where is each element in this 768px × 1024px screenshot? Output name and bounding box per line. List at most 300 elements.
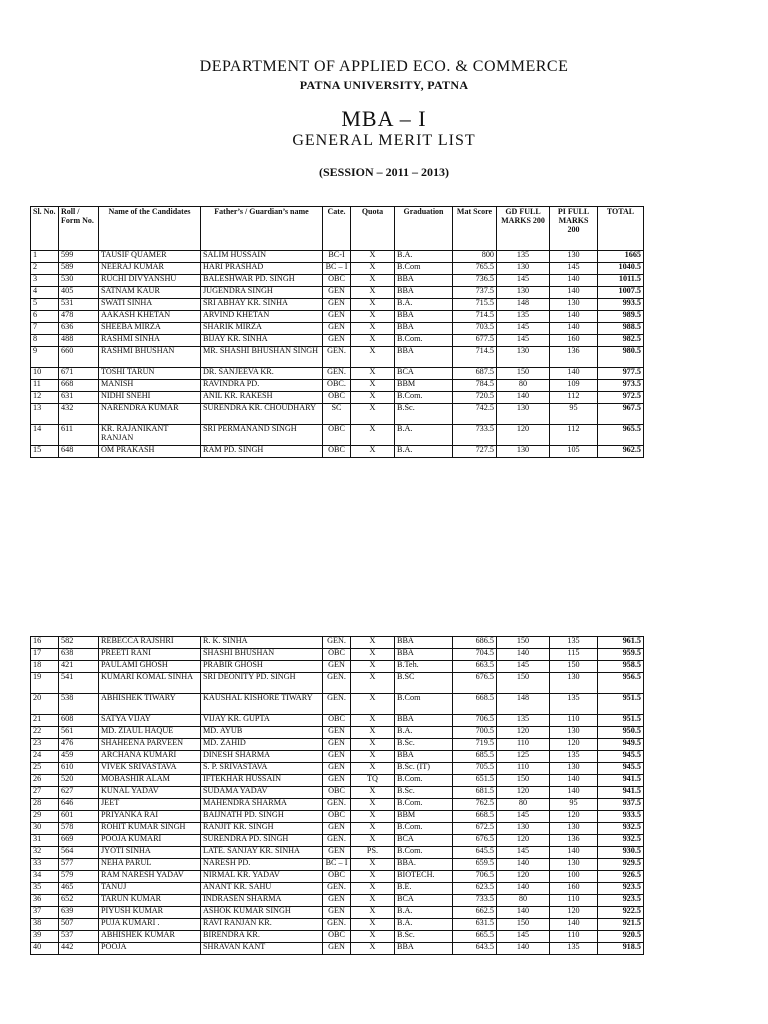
cell-pi-marks: 140 — [550, 787, 598, 799]
cell-mat-score: 668.5 — [453, 811, 497, 823]
cell-quota: X — [351, 727, 395, 739]
table-row — [31, 251, 644, 263]
cell-gd-marks: 140 — [497, 907, 550, 919]
cell-graduation: B.Com. — [395, 847, 453, 859]
cell-pi-marks: 140 — [550, 311, 598, 323]
cell-graduation: B.A. — [395, 446, 453, 458]
cell-mat-score: 659.5 — [453, 859, 497, 871]
cell-father-name: S. P. SRIVASTAVA — [201, 763, 323, 775]
cell-category: GEN — [323, 751, 351, 763]
cell-quota: X — [351, 871, 395, 883]
cell-gd-marks: 130 — [497, 446, 550, 458]
col-roll-no: Roll / Form No. — [59, 207, 99, 251]
cell-category: OBC — [323, 787, 351, 799]
cell-quota: X — [351, 835, 395, 847]
cell-candidate-name: TOSHI TARUN — [99, 368, 201, 380]
cell-graduation: B.A. — [395, 727, 453, 739]
cell-quota: X — [351, 649, 395, 661]
cell-quota: X — [351, 380, 395, 392]
cell-category: GEN. — [323, 347, 351, 368]
cell-father-name: SHASHI BHUSHAN — [201, 649, 323, 661]
cell-father-name: SHRAVAN KANT — [201, 943, 323, 955]
col-gd-marks: GD FULL MARKS 200 — [497, 207, 550, 251]
cell-mat-score: 762.5 — [453, 799, 497, 811]
cell-pi-marks: 115 — [550, 649, 598, 661]
cell-graduation: B.Com. — [395, 775, 453, 787]
cell-gd-marks: 135 — [497, 715, 550, 727]
cell-sl-no: 16 — [31, 637, 59, 649]
cell-category: OBC — [323, 275, 351, 287]
cell-father-name: RAVINDRA PD. — [201, 380, 323, 392]
table-row — [31, 811, 644, 823]
cell-quota: X — [351, 404, 395, 425]
cell-roll-no: 537 — [59, 931, 99, 943]
table-header-row — [31, 207, 644, 251]
cell-mat-score: 714.5 — [453, 311, 497, 323]
cell-father-name: BALESHWAR PD. SINGH — [201, 275, 323, 287]
cell-sl-no: 30 — [31, 823, 59, 835]
cell-total: 1665 — [598, 251, 644, 263]
table-row — [31, 392, 644, 404]
cell-candidate-name: PAULAMI GHOSH — [99, 661, 201, 673]
cell-gd-marks: 150 — [497, 775, 550, 787]
cell-pi-marks: 109 — [550, 380, 598, 392]
cell-gd-marks: 130 — [497, 823, 550, 835]
cell-category: GEN. — [323, 835, 351, 847]
cell-roll-no: 599 — [59, 251, 99, 263]
cell-quota: X — [351, 251, 395, 263]
cell-pi-marks: 120 — [550, 811, 598, 823]
cell-sl-no: 17 — [31, 649, 59, 661]
cell-category: GEN — [323, 943, 351, 955]
cell-pi-marks: 135 — [550, 637, 598, 649]
col-mat-score: Mat Score — [453, 207, 497, 251]
cell-category: GEN — [323, 311, 351, 323]
cell-sl-no: 32 — [31, 847, 59, 859]
cell-graduation: B.A. — [395, 907, 453, 919]
cell-sl-no: 14 — [31, 425, 59, 446]
cell-graduation: BBM — [395, 380, 453, 392]
cell-graduation: B.Com. — [395, 823, 453, 835]
cell-roll-no: 564 — [59, 847, 99, 859]
cell-roll-no: 421 — [59, 661, 99, 673]
cell-father-name: ANANT KR. SAHU — [201, 883, 323, 895]
cell-roll-no: 631 — [59, 392, 99, 404]
cell-father-name: LATE. SANJAY KR. SINHA — [201, 847, 323, 859]
cell-quota: X — [351, 919, 395, 931]
cell-quota: X — [351, 368, 395, 380]
table-row — [31, 823, 644, 835]
table-row — [31, 715, 644, 727]
cell-total: 941.5 — [598, 787, 644, 799]
cell-candidate-name: SATNAM KAUR — [99, 287, 201, 299]
cell-total: 977.5 — [598, 368, 644, 380]
cell-graduation: B.A. — [395, 299, 453, 311]
cell-candidate-name: VIVEK SRIVASTAVA — [99, 763, 201, 775]
cell-father-name: VIJAY KR. GUPTA — [201, 715, 323, 727]
cell-pi-marks: 140 — [550, 287, 598, 299]
cell-category: GEN — [323, 727, 351, 739]
cell-mat-score: 715.5 — [453, 299, 497, 311]
cell-mat-score: 719.5 — [453, 739, 497, 751]
table-row — [31, 799, 644, 811]
cell-quota: X — [351, 751, 395, 763]
col-total: TOTAL — [598, 207, 644, 251]
cell-pi-marks: 140 — [550, 775, 598, 787]
cell-mat-score: 700.5 — [453, 727, 497, 739]
cell-father-name: RAM PD. SINGH — [201, 446, 323, 458]
cell-category: GEN. — [323, 694, 351, 715]
cell-gd-marks: 80 — [497, 799, 550, 811]
cell-gd-marks: 140 — [497, 649, 550, 661]
cell-mat-score: 703.5 — [453, 323, 497, 335]
cell-category: GEN — [323, 823, 351, 835]
cell-sl-no: 9 — [31, 347, 59, 368]
merit-table-part-1 — [30, 206, 644, 458]
cell-total: 951.5 — [598, 694, 644, 715]
cell-gd-marks: 120 — [497, 425, 550, 446]
cell-candidate-name: NIDHI SNEHI — [99, 392, 201, 404]
cell-candidate-name: POOJA KUMARI — [99, 835, 201, 847]
cell-total: 945.5 — [598, 763, 644, 775]
cell-total: 937.5 — [598, 799, 644, 811]
cell-graduation: B.Com — [395, 263, 453, 275]
cell-total: 1007.5 — [598, 287, 644, 299]
cell-graduation: BBA — [395, 943, 453, 955]
cell-graduation: B.Sc. — [395, 787, 453, 799]
cell-gd-marks: 150 — [497, 673, 550, 694]
table-row — [31, 727, 644, 739]
table-row — [31, 895, 644, 907]
table-row — [31, 347, 644, 368]
cell-father-name: RANJIT KR. SINGH — [201, 823, 323, 835]
cell-category: OBC — [323, 871, 351, 883]
cell-roll-no: 660 — [59, 347, 99, 368]
cell-graduation: BIOTECH. — [395, 871, 453, 883]
cell-mat-score: 685.5 — [453, 751, 497, 763]
cell-gd-marks: 148 — [497, 694, 550, 715]
cell-sl-no: 29 — [31, 811, 59, 823]
cell-sl-no: 26 — [31, 775, 59, 787]
cell-quota: X — [351, 763, 395, 775]
cell-mat-score: 645.5 — [453, 847, 497, 859]
cell-pi-marks: 130 — [550, 859, 598, 871]
cell-quota: X — [351, 287, 395, 299]
cell-total: 921.5 — [598, 919, 644, 931]
cell-total: 945.5 — [598, 751, 644, 763]
cell-father-name: MD. ZAHID — [201, 739, 323, 751]
cell-father-name: RAVI RANJAN KR. — [201, 919, 323, 931]
cell-father-name: INDRASEN SHARMA — [201, 895, 323, 907]
col-quota: Quota — [351, 207, 395, 251]
cell-quota: TQ — [351, 775, 395, 787]
cell-category: GEN — [323, 299, 351, 311]
cell-total: 988.5 — [598, 323, 644, 335]
cell-graduation: BCA — [395, 895, 453, 907]
cell-total: 961.5 — [598, 637, 644, 649]
cell-father-name: ASHOK KUMAR SINGH — [201, 907, 323, 919]
cell-mat-score: 665.5 — [453, 931, 497, 943]
table-row — [31, 637, 644, 649]
table-row — [31, 368, 644, 380]
cell-gd-marks: 148 — [497, 299, 550, 311]
cell-father-name: ARVIND KHETAN — [201, 311, 323, 323]
cell-father-name: MAHENDRA SHARMA — [201, 799, 323, 811]
cell-father-name: DR. SANJEEVA KR. — [201, 368, 323, 380]
cell-sl-no: 34 — [31, 871, 59, 883]
cell-category: BC – I — [323, 263, 351, 275]
cell-mat-score: 733.5 — [453, 895, 497, 907]
cell-total: 933.5 — [598, 811, 644, 823]
cell-pi-marks: 105 — [550, 446, 598, 458]
cell-total: 958.5 — [598, 661, 644, 673]
cell-category: GEN — [323, 739, 351, 751]
cell-father-name: BIJAY KR. SINHA — [201, 335, 323, 347]
cell-gd-marks: 120 — [497, 835, 550, 847]
cell-quota: X — [351, 347, 395, 368]
table-row — [31, 335, 644, 347]
cell-category: GEN — [323, 763, 351, 775]
cell-candidate-name: OM PRAKASH — [99, 446, 201, 458]
cell-pi-marks: 140 — [550, 919, 598, 931]
cell-mat-score: 800 — [453, 251, 497, 263]
cell-gd-marks: 80 — [497, 380, 550, 392]
cell-candidate-name: ABHISHEK TIWARY — [99, 694, 201, 715]
cell-pi-marks: 130 — [550, 673, 598, 694]
cell-quota: X — [351, 907, 395, 919]
col-sl-no: Sl. No. — [31, 207, 59, 251]
cell-graduation: B.Com — [395, 694, 453, 715]
cell-pi-marks: 135 — [550, 943, 598, 955]
cell-candidate-name: SHEEBA MIRZA — [99, 323, 201, 335]
cell-category: GEN. — [323, 637, 351, 649]
cell-graduation: BBA — [395, 347, 453, 368]
cell-father-name: SRI PERMANAND SINGH — [201, 425, 323, 446]
cell-roll-no: 668 — [59, 380, 99, 392]
table-row — [31, 775, 644, 787]
cell-quota: X — [351, 323, 395, 335]
cell-sl-no: 18 — [31, 661, 59, 673]
merit-table-part-2 — [30, 636, 644, 955]
cell-graduation: BBA — [395, 751, 453, 763]
cell-candidate-name: KUMARI KOMAL SINHA — [99, 673, 201, 694]
cell-graduation: BBA — [395, 637, 453, 649]
cell-quota: X — [351, 739, 395, 751]
table-row — [31, 299, 644, 311]
cell-sl-no: 38 — [31, 919, 59, 931]
cell-gd-marks: 140 — [497, 883, 550, 895]
table-row — [31, 649, 644, 661]
cell-sl-no: 4 — [31, 287, 59, 299]
cell-roll-no: 582 — [59, 637, 99, 649]
cell-category: OBC — [323, 425, 351, 446]
cell-sl-no: 24 — [31, 751, 59, 763]
cell-candidate-name: NEHA PARUL — [99, 859, 201, 871]
cell-gd-marks: 145 — [497, 811, 550, 823]
cell-quota: X — [351, 931, 395, 943]
cell-mat-score: 623.5 — [453, 883, 497, 895]
cell-total: 923.5 — [598, 895, 644, 907]
cell-pi-marks: 145 — [550, 263, 598, 275]
cell-gd-marks: 80 — [497, 895, 550, 907]
cell-mat-score: 676.5 — [453, 835, 497, 847]
cell-gd-marks: 145 — [497, 847, 550, 859]
cell-gd-marks: 145 — [497, 661, 550, 673]
cell-pi-marks: 110 — [550, 715, 598, 727]
cell-total: 1011.5 — [598, 275, 644, 287]
cell-mat-score: 681.5 — [453, 787, 497, 799]
cell-roll-no: 442 — [59, 943, 99, 955]
cell-mat-score: 676.5 — [453, 673, 497, 694]
table-row — [31, 380, 644, 392]
cell-father-name: NARESH PD. — [201, 859, 323, 871]
cell-category: OBC. — [323, 380, 351, 392]
cell-mat-score: 727.5 — [453, 446, 497, 458]
cell-gd-marks: 125 — [497, 751, 550, 763]
cell-gd-marks: 145 — [497, 275, 550, 287]
cell-graduation: B.Teh. — [395, 661, 453, 673]
cell-total: 956.5 — [598, 673, 644, 694]
cell-candidate-name: RUCHI DIVYANSHU — [99, 275, 201, 287]
cell-sl-no: 10 — [31, 368, 59, 380]
cell-graduation: BBA — [395, 323, 453, 335]
table-row — [31, 739, 644, 751]
table-row — [31, 943, 644, 955]
cell-sl-no: 13 — [31, 404, 59, 425]
cell-quota: PS. — [351, 847, 395, 859]
cell-graduation: BBA — [395, 287, 453, 299]
cell-candidate-name: AAKASH KHETAN — [99, 311, 201, 323]
cell-roll-no: 459 — [59, 751, 99, 763]
cell-graduation: BBA — [395, 275, 453, 287]
cell-graduation: BCA — [395, 835, 453, 847]
cell-category: GEN — [323, 323, 351, 335]
cell-mat-score: 643.5 — [453, 943, 497, 955]
cell-category: GEN. — [323, 919, 351, 931]
cell-mat-score: 672.5 — [453, 823, 497, 835]
cell-candidate-name: PREETI RANI — [99, 649, 201, 661]
cell-total: 993.5 — [598, 299, 644, 311]
table-row — [31, 311, 644, 323]
cell-category: GEN. — [323, 883, 351, 895]
cell-father-name: SUDAMA YADAV — [201, 787, 323, 799]
cell-gd-marks: 150 — [497, 368, 550, 380]
cell-sl-no: 1 — [31, 251, 59, 263]
cell-category: GEN — [323, 335, 351, 347]
cell-roll-no: 648 — [59, 446, 99, 458]
cell-pi-marks: 160 — [550, 335, 598, 347]
cell-total: 951.5 — [598, 715, 644, 727]
cell-sl-no: 40 — [31, 943, 59, 955]
cell-mat-score: 706.5 — [453, 871, 497, 883]
cell-total: 950.5 — [598, 727, 644, 739]
cell-quota: X — [351, 263, 395, 275]
cell-total: 973.5 — [598, 380, 644, 392]
cell-roll-no: 669 — [59, 835, 99, 847]
cell-total: 967.5 — [598, 404, 644, 425]
cell-graduation: B.E. — [395, 883, 453, 895]
cell-total: 982.5 — [598, 335, 644, 347]
cell-roll-no: 478 — [59, 311, 99, 323]
cell-father-name: SURENDRA KR. CHOUDHARY — [201, 404, 323, 425]
cell-candidate-name: JYOTI SINHA — [99, 847, 201, 859]
cell-quota: X — [351, 661, 395, 673]
cell-quota: X — [351, 943, 395, 955]
cell-pi-marks: 100 — [550, 871, 598, 883]
cell-candidate-name: MD. ZIAUL HAQUE — [99, 727, 201, 739]
table-row — [31, 763, 644, 775]
cell-roll-no: 507 — [59, 919, 99, 931]
cell-sl-no: 8 — [31, 335, 59, 347]
cell-category: OBC — [323, 446, 351, 458]
cell-father-name: MD. AYUB — [201, 727, 323, 739]
cell-roll-no: 530 — [59, 275, 99, 287]
cell-candidate-name: KUNAL YADAV — [99, 787, 201, 799]
cell-category: GEN. — [323, 368, 351, 380]
cell-category: BC-I — [323, 251, 351, 263]
table-row — [31, 263, 644, 275]
cell-category: GEN. — [323, 673, 351, 694]
cell-graduation: B.Sc. — [395, 739, 453, 751]
cell-total: 918.5 — [598, 943, 644, 955]
cell-roll-no: 652 — [59, 895, 99, 907]
cell-mat-score: 651.5 — [453, 775, 497, 787]
cell-mat-score: 765.5 — [453, 263, 497, 275]
cell-father-name: PRABIR GHOSH — [201, 661, 323, 673]
cell-father-name: MR. SHASHI BHUSHAN SINGH — [201, 347, 323, 368]
list-title: GENERAL MERIT LIST — [292, 132, 476, 149]
cell-pi-marks: 95 — [550, 404, 598, 425]
cell-category: GEN. — [323, 799, 351, 811]
cell-roll-no: 538 — [59, 694, 99, 715]
cell-roll-no: 405 — [59, 287, 99, 299]
cell-sl-no: 37 — [31, 907, 59, 919]
table-row — [31, 787, 644, 799]
cell-roll-no: 610 — [59, 763, 99, 775]
cell-father-name: R. K. SINHA — [201, 637, 323, 649]
cell-candidate-name: ROHIT KUMAR SINGH — [99, 823, 201, 835]
cell-candidate-name: RASHMI SINHA — [99, 335, 201, 347]
cell-mat-score: 662.5 — [453, 907, 497, 919]
cell-roll-no: 608 — [59, 715, 99, 727]
cell-total: 972.5 — [598, 392, 644, 404]
cell-candidate-name: SATYA VIJAY — [99, 715, 201, 727]
cell-father-name: SHARIK MIRZA — [201, 323, 323, 335]
university-name: PATNA UNIVERSITY, PATNA — [299, 78, 469, 92]
table-row — [31, 287, 644, 299]
cell-pi-marks: 136 — [550, 835, 598, 847]
cell-total: 920.5 — [598, 931, 644, 943]
cell-gd-marks: 130 — [497, 287, 550, 299]
cell-roll-no: 531 — [59, 299, 99, 311]
cell-candidate-name: SHAHEENA PARVEEN — [99, 739, 201, 751]
program-title: MBA – I — [341, 106, 427, 131]
cell-candidate-name: RASHMI BHUSHAN — [99, 347, 201, 368]
cell-graduation: B.Sc. — [395, 404, 453, 425]
cell-roll-no: 671 — [59, 368, 99, 380]
cell-total: 926.5 — [598, 871, 644, 883]
col-father-name: Father’s / Guardian’s name — [201, 207, 323, 251]
cell-total: 941.5 — [598, 775, 644, 787]
cell-graduation: BBA — [395, 649, 453, 661]
table-row — [31, 275, 644, 287]
cell-father-name: NIRMAL KR. YADAV — [201, 871, 323, 883]
cell-total: 930.5 — [598, 847, 644, 859]
table-row — [31, 871, 644, 883]
cell-candidate-name: MOBASHIR ALAM — [99, 775, 201, 787]
cell-sl-no: 7 — [31, 323, 59, 335]
col-candidate-name: Name of the Candidates — [99, 207, 201, 251]
